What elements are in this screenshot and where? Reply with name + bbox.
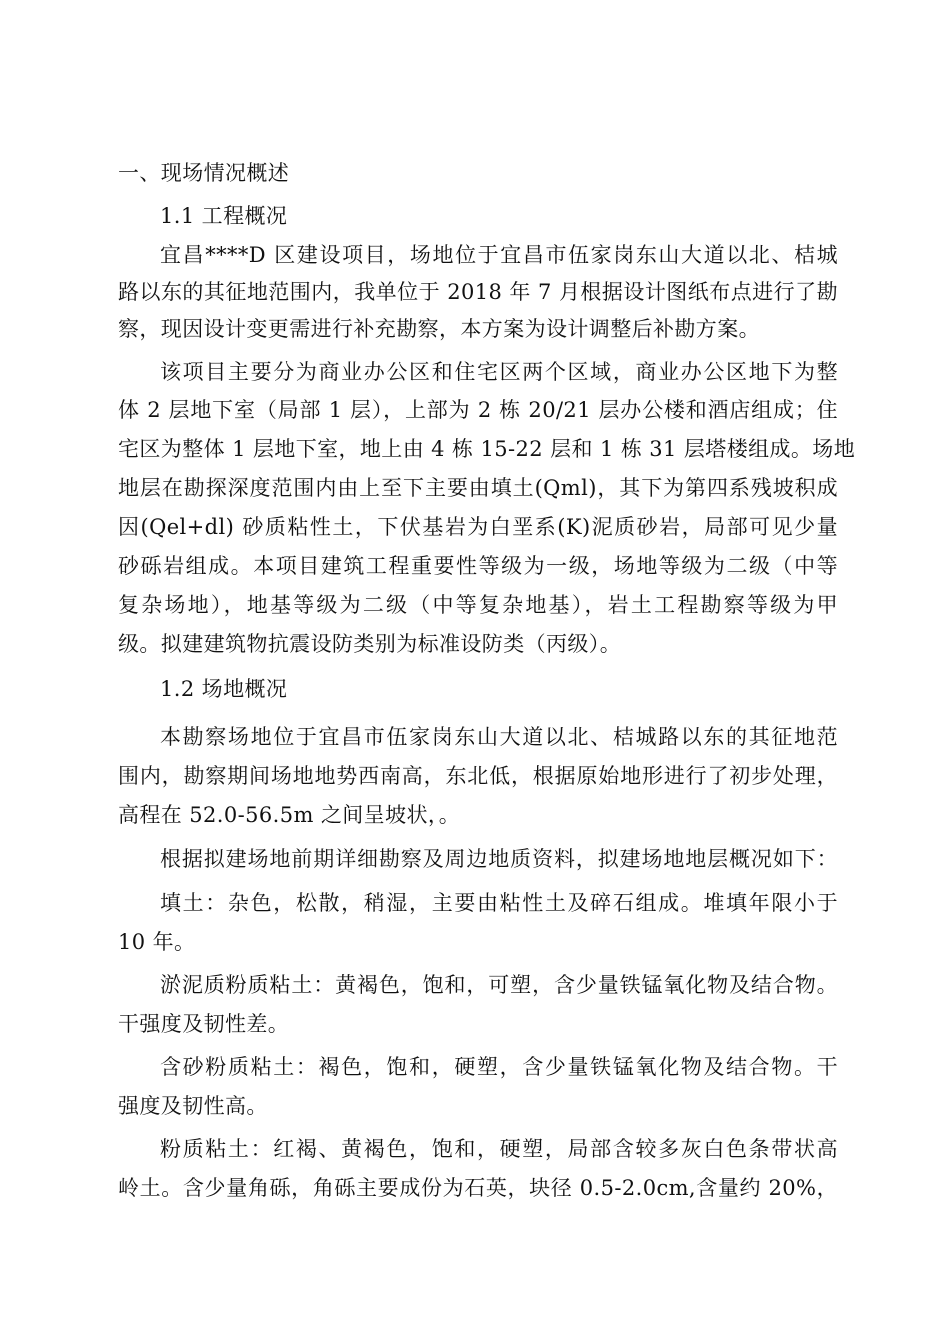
paragraph-line: 级。拟建建筑物抗震设防类别为标准设防类（丙级）。 xyxy=(118,632,622,656)
paragraph-line: 填土：杂色，松散，稍湿，主要由粘性土及碎石组成。堆填年限小于 xyxy=(160,891,838,915)
paragraph-line: 察，现因设计变更需进行补充勘察，本方案为设计调整后补勘方案。 xyxy=(118,317,760,341)
paragraph-line: 路以东的其征地范围内，我单位于 2018 年 7 月根据设计图纸布点进行了勘 xyxy=(118,280,838,304)
paragraph-line: 复杂场地），地基等级为二级（中等复杂地基），岩土工程勘察等级为甲 xyxy=(118,593,838,617)
subsection-heading-1-1: 1.1 工程概况 xyxy=(160,204,288,228)
paragraph-line: 淤泥质粉质粘土：黄褐色，饱和，可塑，含少量铁锰氧化物及结合物。 xyxy=(160,973,838,997)
paragraph-line: 高程在 52.0-56.5m 之间呈坡状，。 xyxy=(118,803,461,827)
paragraph-line: 体 2 层地下室（局部 1 层），上部为 2 栋 20/21 层办公楼和酒店组成；住 xyxy=(118,398,838,422)
paragraph-line: 干强度及韧性差。 xyxy=(118,1012,290,1036)
paragraph-line: 根据拟建场地前期详细勘察及周边地质资料，拟建场地地层概况如下： xyxy=(160,847,838,871)
paragraph-line: 宅区为整体 1 层地下室，地上由 4 栋 15-22 层和 1 栋 31 层塔楼组成。场地 xyxy=(118,437,856,461)
paragraph-line: 强度及韧性高。 xyxy=(118,1094,268,1118)
paragraph-line: 10 年。 xyxy=(118,930,196,954)
paragraph-line: 宜昌****D 区建设项目，场地位于宜昌市伍家岗东山大道以北、桔城 xyxy=(160,243,838,267)
paragraph-line: 砂砾岩组成。本项目建筑工程重要性等级为一级，场地等级为二级（中等 xyxy=(118,554,838,578)
paragraph-line: 含砂粉质粘土：褐色，饱和，硬塑，含少量铁锰氧化物及结合物。干 xyxy=(160,1055,838,1079)
paragraph-line: 因(Qel+dl) 砂质粘性土，下伏基岩为白垩系(K)泥质砂岩，局部可见少量 xyxy=(118,515,838,539)
paragraph-line: 地层在勘探深度范围内由上至下主要由填土(Qml)，其下为第四系残坡积成 xyxy=(118,476,838,500)
paragraph-line: 围内，勘察期间场地地势西南高，东北低，根据原始地形进行了初步处理， xyxy=(118,764,838,788)
section-heading: 一、现场情况概述 xyxy=(118,161,290,185)
paragraph-line: 本勘察场地位于宜昌市伍家岗东山大道以北、桔城路以东的其征地范 xyxy=(160,725,838,749)
paragraph-line: 粉质粘土：红褐、黄褐色，饱和，硬塑，局部含较多灰白色条带状高 xyxy=(160,1137,838,1161)
paragraph-line: 该项目主要分为商业办公区和住宅区两个区域，商业办公区地下为整 xyxy=(160,360,838,384)
paragraph-line: 岭土。含少量角砾，角砾主要成份为石英，块径 0.5-2.0cm,含量约 20%， xyxy=(118,1176,838,1200)
subsection-heading-1-2: 1.2 场地概况 xyxy=(160,677,288,701)
